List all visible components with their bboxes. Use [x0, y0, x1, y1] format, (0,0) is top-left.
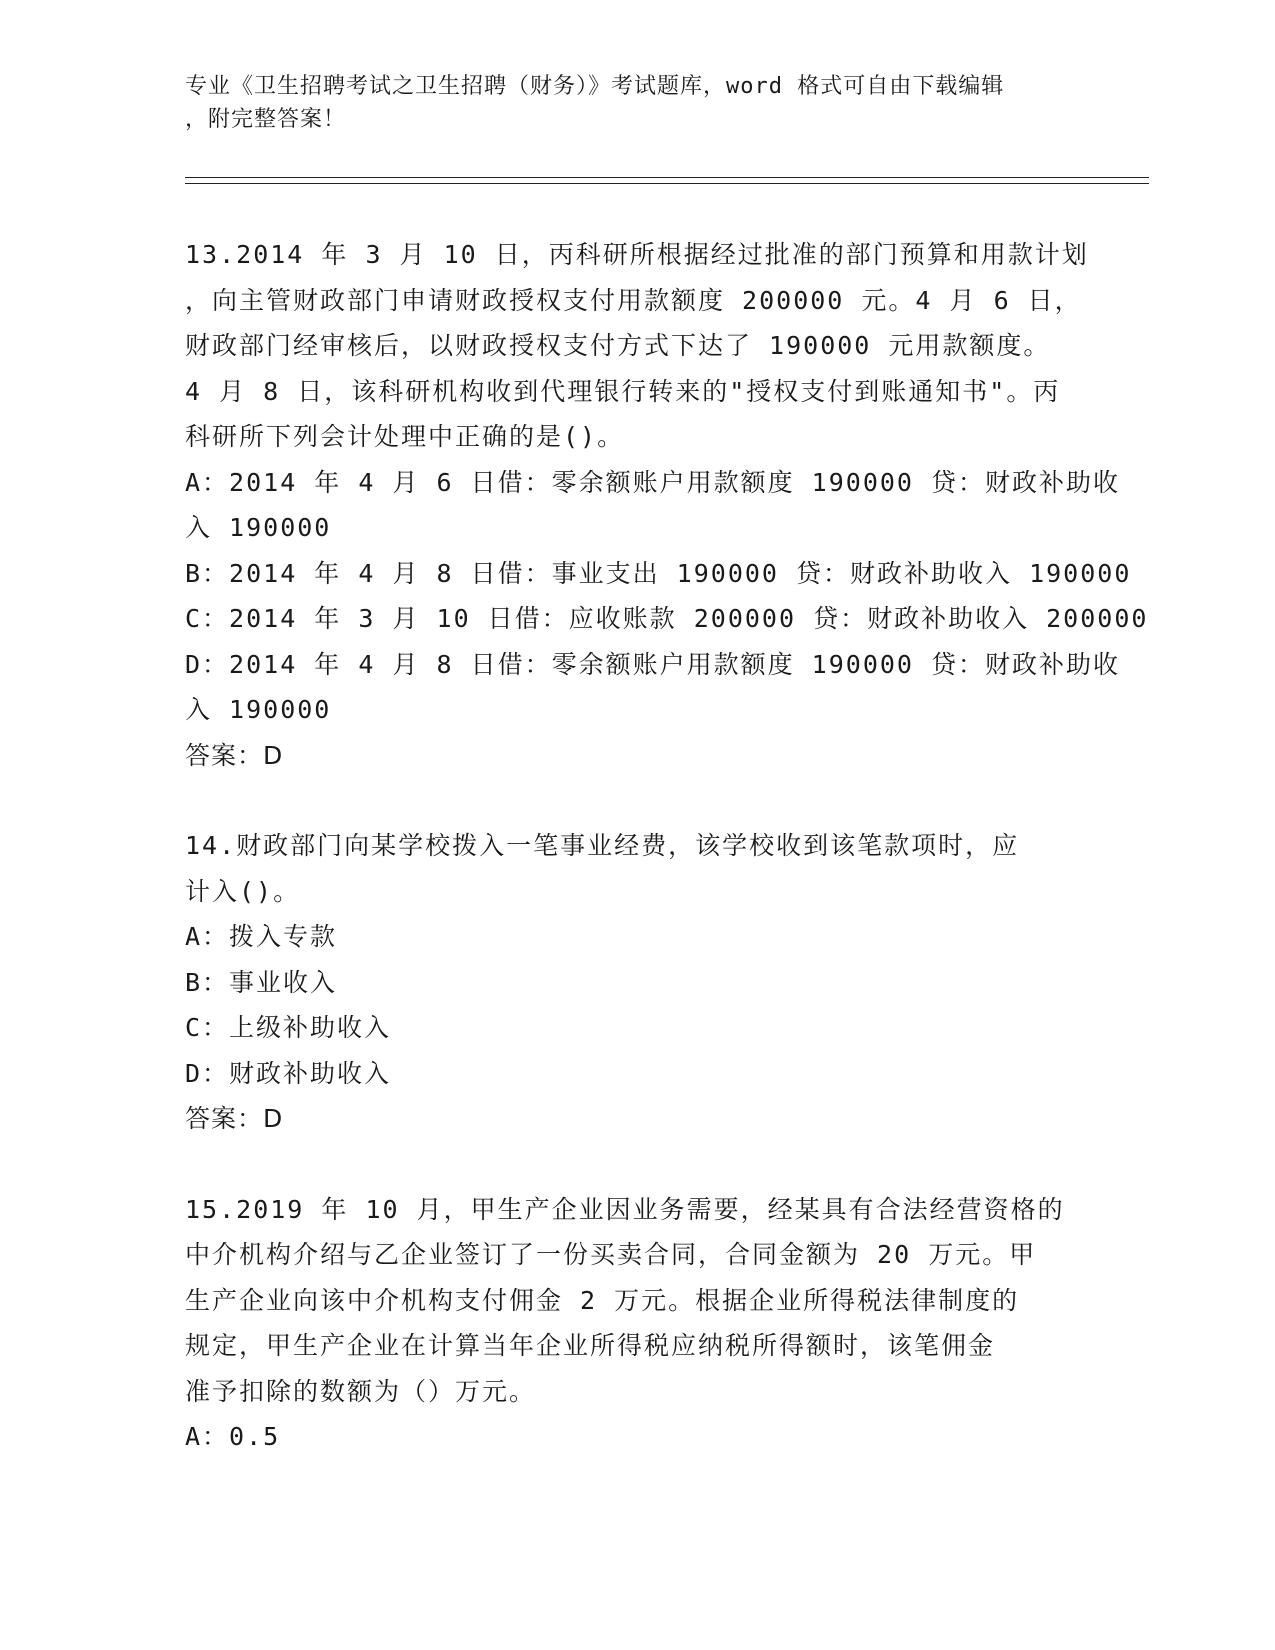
question-list [185, 232, 1149, 1505]
option-c: C：上级补助收入 [185, 1013, 392, 1042]
option-b: B：2014 年 4 月 8 日借：事业支出 190000 贷：财政补助收入 190000 [185, 558, 1132, 588]
option-d-continued: 入 190000 [185, 695, 332, 724]
header-line-2: ，附完整答案！ [185, 107, 347, 132]
option-a: A：2014 年 4 月 6 日借：零余额账户用款额度 190000 贷：财政补助收 [185, 467, 1121, 497]
question-text-line: 准予扣除的数额为（）万元。 [185, 1376, 537, 1406]
option-c: C：2014 年 3 月 10 日借：应收账款 200000 贷：财政补助收入 200000 [185, 604, 1149, 633]
question-text-line: 15.2019 年 10 月，甲生产企业因业务需要，经某具有合法经营资格的 [185, 1194, 1065, 1224]
question-text-line: 13.2014 年 3 月 10 日，丙科研所根据经过批准的部门预算和用款计划 [185, 240, 1089, 269]
answer-label: 答案：D [185, 1104, 284, 1133]
question-13 [185, 232, 1149, 778]
question-text-line: 生产企业向该中介机构支付佣金 2 万元。根据企业所得税法律制度的 [185, 1285, 1020, 1315]
question-text-line: 财政部门经审核后，以财政授权支付方式下达了 190000 元用款额度。 [185, 331, 1051, 360]
question-14 [185, 823, 1085, 1142]
header-divider-bottom [185, 183, 1149, 184]
option-d: D：2014 年 4 月 8 日借：零余额账户用款额度 190000 贷：财政补助收 [185, 649, 1121, 679]
header-divider-top [185, 177, 1149, 178]
answer-label: 答案：D [185, 740, 284, 770]
option-d: D：财政补助收入 [185, 1058, 392, 1088]
document-header [185, 70, 1085, 136]
option-a: A：0.5 [185, 1422, 281, 1451]
question-text-line: 14.财政部门向某学校拨入一笔事业经费，该学校收到该笔款项时，应 [185, 831, 1020, 860]
question-text-line: ，向主管财政部门申请财政授权支付用款额度 200000 元。4 月 6 日， [185, 285, 1082, 315]
question-15 [185, 1187, 1085, 1460]
option-b: B：事业收入 [185, 967, 338, 997]
question-text-line: 规定，甲生产企业在计算当年企业所得税应纳税所得额时，该笔佣金 [185, 1331, 996, 1360]
question-text-line: 中介机构介绍与乙企业签订了一份买卖合同，合同金额为 20 万元。甲 [185, 1240, 1037, 1269]
question-text-line: 科研所下列会计处理中正确的是()。 [185, 422, 625, 451]
question-text-line: 计入()。 [185, 876, 301, 906]
question-text-line: 4 月 8 日，该科研机构收到代理银行转来的"授权支付到账通知书"。丙 [185, 376, 1061, 406]
option-a: A：拨入专款 [185, 922, 338, 951]
option-a-continued: 入 190000 [185, 513, 332, 542]
header-line-1: 专业《卫生招聘考试之卫生招聘（财务）》考试题库，word 格式可自由下载编辑 [185, 74, 1005, 99]
